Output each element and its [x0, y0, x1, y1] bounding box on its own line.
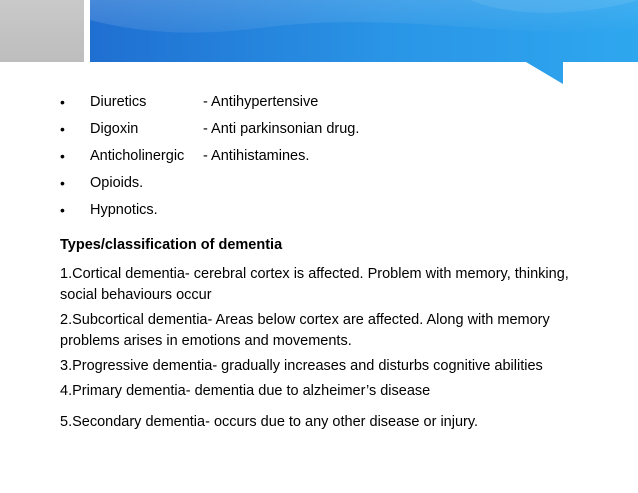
list-item-term: Anticholinergic — [90, 147, 185, 164]
classification-item: 4.Primary dementia- dementia due to alzheimer’s disease — [60, 383, 431, 399]
list-item — [60, 115, 620, 142]
bullet-icon: • — [60, 147, 65, 164]
header-blue-banner — [90, 0, 638, 90]
section-heading: Types/classification of dementia — [60, 237, 283, 253]
list-item-term: Diuretics — [90, 93, 147, 110]
slide-header — [0, 0, 638, 62]
classification-list — [60, 264, 600, 433]
list-item-term: Digoxin — [90, 120, 139, 137]
bullet-icon: • — [60, 120, 65, 137]
list-item-term: Opioids. — [90, 174, 144, 191]
list-item-term: Hypnotics. — [90, 201, 158, 218]
classification-item: 2.Subcortical dementia- Areas below cortex are affected. Along with memory problems arises in emotions and movements. — [60, 312, 550, 349]
list-item-description: - Antihistamines. — [203, 147, 310, 164]
classification-item: 5.Secondary dementia- occurs due to any other disease or injury. — [60, 414, 479, 430]
classification-item: 3.Progressive dementia- gradually increases and disturbs cognitive abilities — [60, 358, 543, 374]
bullet-icon: • — [60, 174, 65, 191]
list-item-description: - Anti parkinsonian drug. — [203, 120, 360, 137]
list-item-description: - Antihypertensive — [203, 93, 319, 110]
classification-item: 1.Cortical dementia- cerebral cortex is affected. Problem with memory, thinking, social behaviours occur — [60, 266, 569, 303]
bullet-icon: • — [60, 93, 65, 110]
list-item — [60, 169, 620, 196]
header-gray-block — [0, 0, 84, 62]
list-item — [60, 88, 620, 115]
bullet-list — [60, 88, 620, 223]
bullet-icon: • — [60, 201, 65, 218]
list-item — [60, 142, 620, 169]
list-item — [60, 196, 620, 223]
